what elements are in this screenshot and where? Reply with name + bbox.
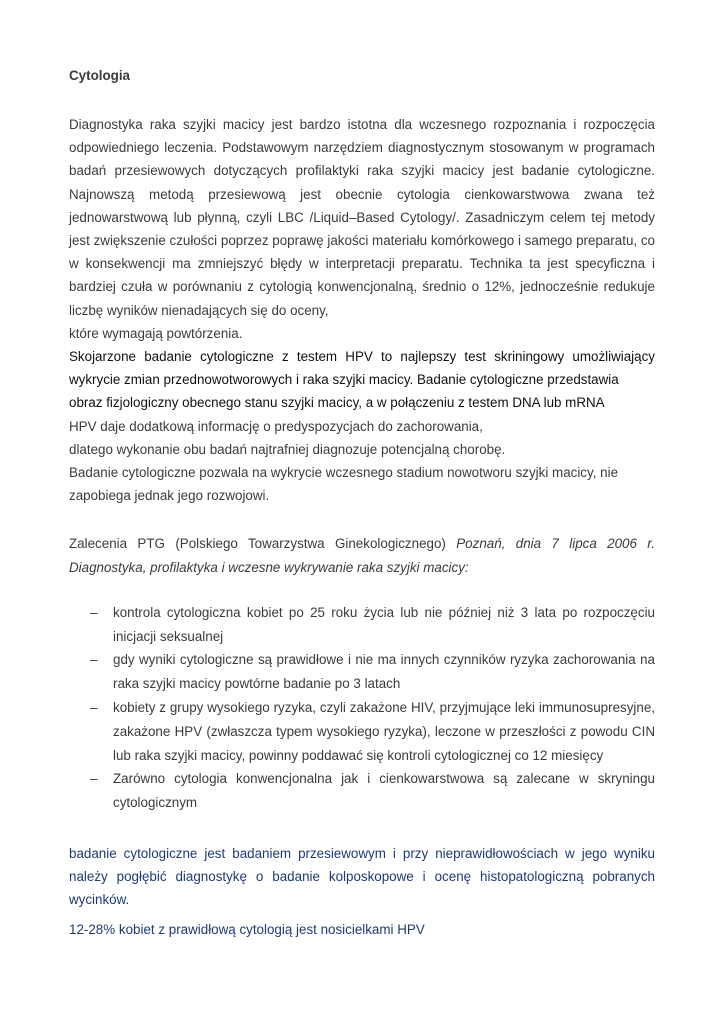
paragraph-hpv-info-last-line: dlatego wykonanie obu badań najtrafniej diagnozuje potencjalną chorobę. <box>69 441 506 457</box>
paragraph-hpv-combined-text: Skojarzone badanie cytologiczne z testem HPV to najlepszy test skriningowy umożliwiający wykrycie zmian przednowotworowych i raka szyjki macicy. Badanie cytologiczne przedstawia <box>69 349 655 388</box>
paragraph-detection-text: Badanie cytologiczne pozwala na wykrycie wczesnego stadium nowotworu szyjki macicy, nie <box>69 465 619 481</box>
list-item-text: kontrola cytologiczna kobiet po 25 roku życia lub nie później niż 3 lata po rozpoczęciu inicjacji seksualnej <box>113 604 655 644</box>
paragraph-lbc <box>69 113 655 345</box>
paragraph-detection <box>69 461 655 507</box>
paragraph-detection-last-line: zapobiega jednak jego rozwojowi. <box>69 488 270 504</box>
paragraph-hpv-combined <box>69 345 655 415</box>
list-item <box>69 648 655 696</box>
list-item-text: Zarówno cytologia konwencjonalna jak i cienkowarstwowa są zalecane w skryningu cytologicznym <box>113 771 655 811</box>
dash-bullet-icon: – <box>90 652 98 668</box>
paragraph-lbc-last-line: które wymagają powtórzenia. <box>69 325 243 341</box>
paragraph-hpv-combined-last-line: obraz fizjologiczny obecnego stanu szyjki macicy, a w połączeniu z testem DNA lub mRNA <box>69 395 605 411</box>
dash-bullet-icon: – <box>90 771 98 787</box>
document-content <box>69 66 655 941</box>
list-item <box>69 696 655 767</box>
recommendations-date: Poznań, dnia 7 lipca 2006 r. <box>456 536 655 552</box>
list-item <box>69 767 655 815</box>
dash-bullet-icon: – <box>90 604 98 620</box>
recommendations-list <box>69 601 655 815</box>
paragraph-hpv-info <box>69 415 655 461</box>
recommendations-header <box>69 532 655 578</box>
list-item <box>69 601 655 649</box>
note-hpv-carriers: 12-28% kobiet z prawidłową cytologią jest nosicielkami HPV <box>69 921 425 937</box>
list-item-text: kobiety z grupy wysokiego ryzyka, czyli zakażone HIV, przyjmujące leki immunosupresyjne, zakażone HPV (zwłaszcza typem wysokiego ryzyka), leczone w przeszłości z powodu CIN lub raka szyjki macicy, powinny poddawać się kontroli cytologicznej co 12 miesięcy <box>113 700 655 763</box>
dash-bullet-icon: – <box>90 700 98 716</box>
paragraph-hpv-info-text: HPV daje dodatkową informację o predyspozycjach do zachorowania, <box>69 418 483 434</box>
paragraph-lbc-text: Diagnostyka raka szyjki macicy jest bardzo istotna dla wczesnego rozpoznania i rozpoczęcia odpowiedniego leczenia. Podstawowym narzędziem diagnostycznym stosowanym w programach badań przesiewowych dotyczących profilaktyki raka szyjki macicy jest badanie cytologiczne. Najnowszą metodą przesiewową jest obecnie cytologia cienkowarstwowa zwana też jednowarstwową lub płynną, czyli LBC /Liquid–Based Cytology/. Zasadniczym celem tej metody jest zwiększenie czułości poprzez poprawę jakości materiału komórkowego i samego preparatu, co w konsekwencji ma zmniejszyć błędy w interpretacji preparatu. Technika ta jest specyficzna i bardziej czuła w porównaniu z cytologią konwencjonalną, średnio o 12%, jednocześnie redukuje liczbę wyników nienadających się do oceny, <box>69 117 655 318</box>
recommendations-subtitle: Diagnostyka, profilaktyka i wczesne wykrywanie raka szyjki macicy: <box>69 559 469 575</box>
list-item-text: gdy wyniki cytologiczne są prawidłowe i nie ma innych czynników ryzyka zachorowania na raka szyjki macicy powtórne badanie po 3 latach <box>113 652 655 692</box>
document-title: Cytologia <box>69 68 131 83</box>
note-screening: badanie cytologiczne jest badaniem przesiewowym i przy nieprawidłowościach w jego wyniku należy pogłębić diagnostykę o badanie kolposkopowe i ocenę histopatologiczną pobranych wycinków. <box>69 846 655 908</box>
recommendations-intro: Zalecenia PTG (Polskiego Towarzystwa Ginekologicznego) <box>69 536 446 552</box>
